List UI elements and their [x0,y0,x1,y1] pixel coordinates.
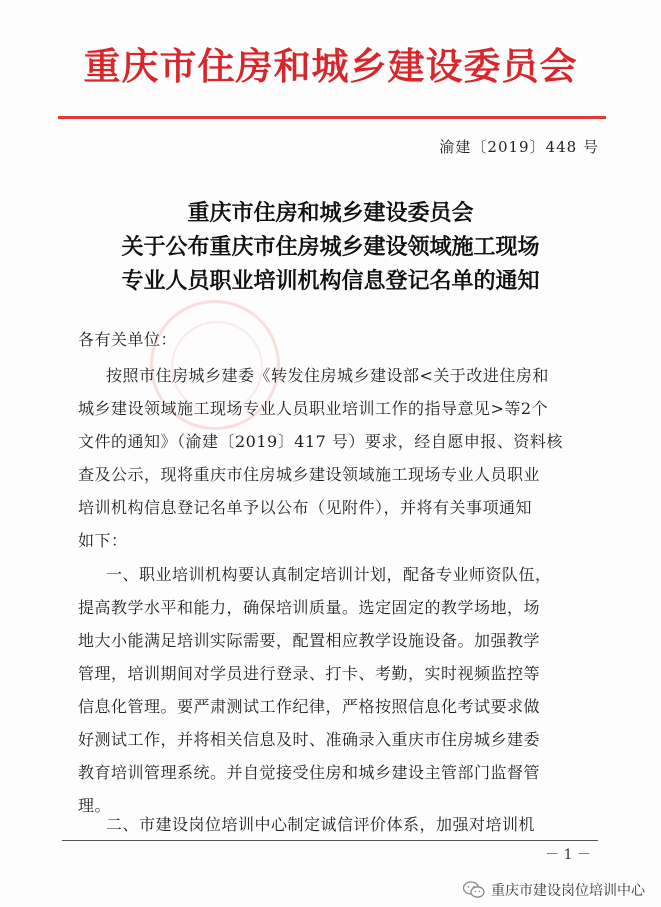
body-paragraph-line: 地大小能满足培训实际需要，配置相应教学设施设备。加强教学 [78,631,541,650]
body-paragraph-line: 文件的通知》（渝建〔2019〕417 号）要求，经自愿申报、资料核 [78,432,563,451]
page-number: － 1 － [545,847,591,863]
title-line-1: 重庆市住房和城乡建设委员会 [187,201,474,226]
body-paragraph-line: 提高教学水平和能力，确保培训质量。选定固定的教学场地，场 [78,598,541,617]
body-paragraph-line: 好测试工作，并将相关信息及时、准确录入重庆市住房城乡建委 [78,730,541,749]
body-paragraph-line: 一、职业培训机构要认真制定培训计划，配备专业师资队伍， [106,565,552,584]
title-line-3: 专业人员职业培训机构信息登记名单的通知 [121,269,540,294]
footer-rule [62,840,598,841]
salutation: 各有关单位： [78,330,178,349]
body-paragraph-line: 如下： [78,531,128,550]
body-paragraph-line: 信息化管理。要严肃测试工作纪律，严格按照信息化考试要求做 [78,697,541,716]
body-paragraph-line: 教育培训管理系统。并自觉接受住房和城乡建设主管部门监督管 [78,763,541,782]
body-paragraph-line: 城乡建设领域施工现场专业人员职业培训工作的指导意见>等2个 [78,399,549,418]
title-line-2: 关于公布重庆市住房城乡建设领域施工现场 [121,235,540,260]
red-header-rule [58,116,606,119]
wechat-watermark [463,880,645,900]
issuing-authority-header: 重庆市住房和城乡建设委员会 [83,45,578,88]
body-paragraph-line: 二、市建设岗位培训中心制定诚信评价体系，加强对培训机 [106,815,536,834]
body-paragraph-line: 按照市住房城乡建委《转发住房城乡建设部<关于改进住房和 [106,366,549,385]
body-paragraph-line: 培训机构信息登记名单予以公布（见附件），并将有关事项通知 [78,498,533,517]
wechat-icon [463,881,485,899]
document-number: 渝建〔2019〕448 号 [439,138,599,156]
body-paragraph-line: 理。 [78,796,112,815]
body-paragraph-line: 查及公示，现将重庆市住房城乡建设领域施工现场专业人员职业 [78,465,541,484]
body-paragraph-line: 管理，培训期间对学员进行登录、打卡、考勤，实时视频监控等 [78,664,541,683]
watermark-text: 重庆市建设岗位培训中心 [491,883,645,899]
